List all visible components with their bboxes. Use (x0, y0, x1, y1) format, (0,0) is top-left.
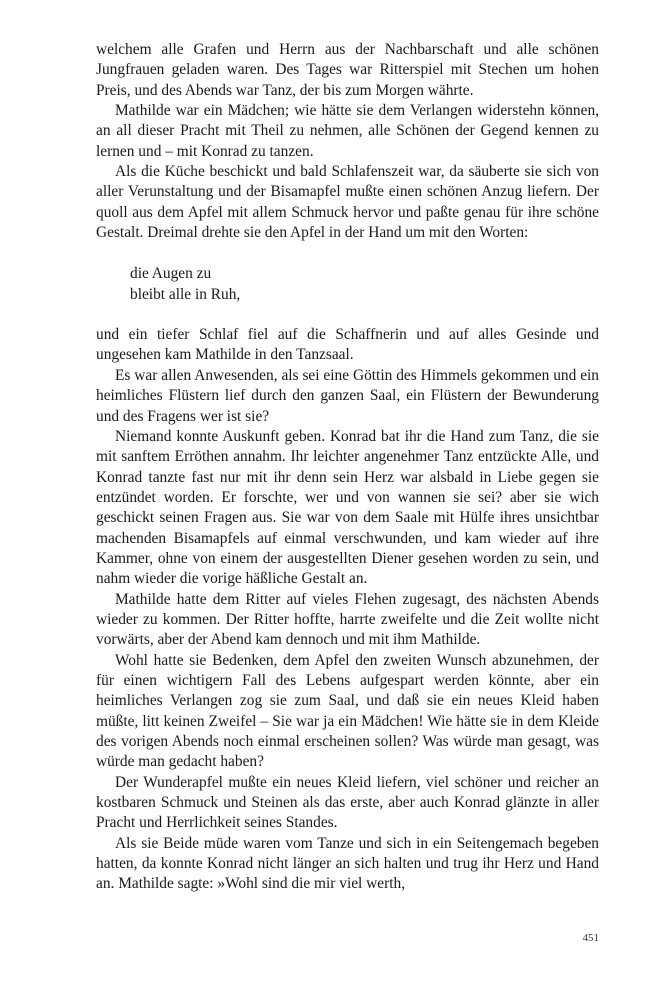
paragraphs-after-verse (96, 325, 599, 895)
verse-line: bleibt alle in Ruh, (130, 285, 241, 303)
paragraph: Als die Küche beschickt und bald Schlafenszeit war, da säuberte sie sich von aller Verunstaltung und der Bisamapfel mußte einen schönen Anzug liefern. Der quoll aus dem Apfel mit allem Schmuck hervor und paßte genau für ihre schöne Gestalt. Dreimal drehte sie den Apfel in der Hand um mit den Worten: (96, 163, 599, 242)
page-body (96, 40, 599, 895)
paragraph: Niemand konnte Auskunft geben. Konrad bat ihr die Hand zum Tanz, die sie mit sanftem Erröthen annahm. Ihr leichter angenehmer Tanz entzückte Alle, und Konrad tanzte fast nur mit ihr denn sein Herz war alsbald in Liebe gegen sie entzündet worden. Er forschte, wer und von wannen sie sei? aber sie wich geschickt seinen Fragen aus. Sie war von dem Saale mit Hülfe ihres unsichtbar machenden Bisamapfels auf einmal verschwunden, und kam wieder auf ihre Kammer, ohne von einem der ausgestellten Diener gesehen worden zu sein, und nahm wieder die vorige häßliche Gestalt an. (96, 427, 599, 588)
paragraphs-before-verse (96, 40, 599, 243)
paragraph: welchem alle Grafen und Herrn aus der Nachbarschaft und alle schönen Jungfrauen geladen waren. Des Tages war Ritterspiel mit Stechen um hohen Preis, und des Abends war Tanz, der bis zum Morgen währte. (96, 41, 599, 99)
paragraph: Mathilde hatte dem Ritter auf vieles Flehen zugesagt, des nächsten Abends wieder zu kommen. Der Ritter hoffte, harrte zweifelte und die Zeit wollte nicht vorwärts, aber der Abend kam dennoch und mit ihm Mathilde. (96, 590, 599, 649)
paragraph: Wohl hatte sie Bedenken, dem Apfel den zweiten Wunsch abzunehmen, der für einen wichtigern Fall des Lebens aufgespart werden könnte, aber ein heimliches Verlangen zog sie zum Saal, und daß sie ein neues Kleid haben müßte, litt keinen Zweifel – Sie war ja ein Mädchen! Wie hätte sie in dem Kleide des vorigen Abends noch einmal erscheinen sollen? Was würde man gesagt, was würde man gedacht haben? (96, 651, 599, 771)
verse-block (130, 264, 599, 305)
verse-line: die Augen zu (130, 265, 212, 283)
paragraph: Mathilde war ein Mädchen; wie hätte sie dem Verlangen widerstehn können, an all dieser Pracht mit Theil zu nehmen, alle Schönen der Gegend kennen zu lernen und – mit Konrad zu tanzen. (96, 102, 599, 160)
paragraph: Der Wunderapfel mußte ein neues Kleid liefern, viel schöner und reicher an kostbaren Schmuck und Steinen als das erste, aber auch Konrad glänzte in aller Pracht und Herrlichkeit seines Standes. (96, 773, 599, 832)
paragraph: und ein tiefer Schlaf fiel auf die Schaffnerin und auf alles Gesinde und ungesehen kam Mathilde in den Tanzsaal. (96, 326, 599, 364)
paragraph: Es war allen Anwesenden, als sei eine Göttin des Himmels gekommen und ein heimliches Flüstern lief durch den ganzen Saal, ein Flüstern der Bewunderung und des Fragens wer ist sie? (96, 366, 599, 425)
page-number: 451 (582, 932, 599, 944)
paragraph: Als sie Beide müde waren vom Tanze und sich in ein Seitengemach begeben hatten, da konnte Konrad nicht länger an sich halten und trug ihr Herz und Hand an. Mathilde sagte: »Wohl sind die mir viel werth, (96, 834, 599, 893)
